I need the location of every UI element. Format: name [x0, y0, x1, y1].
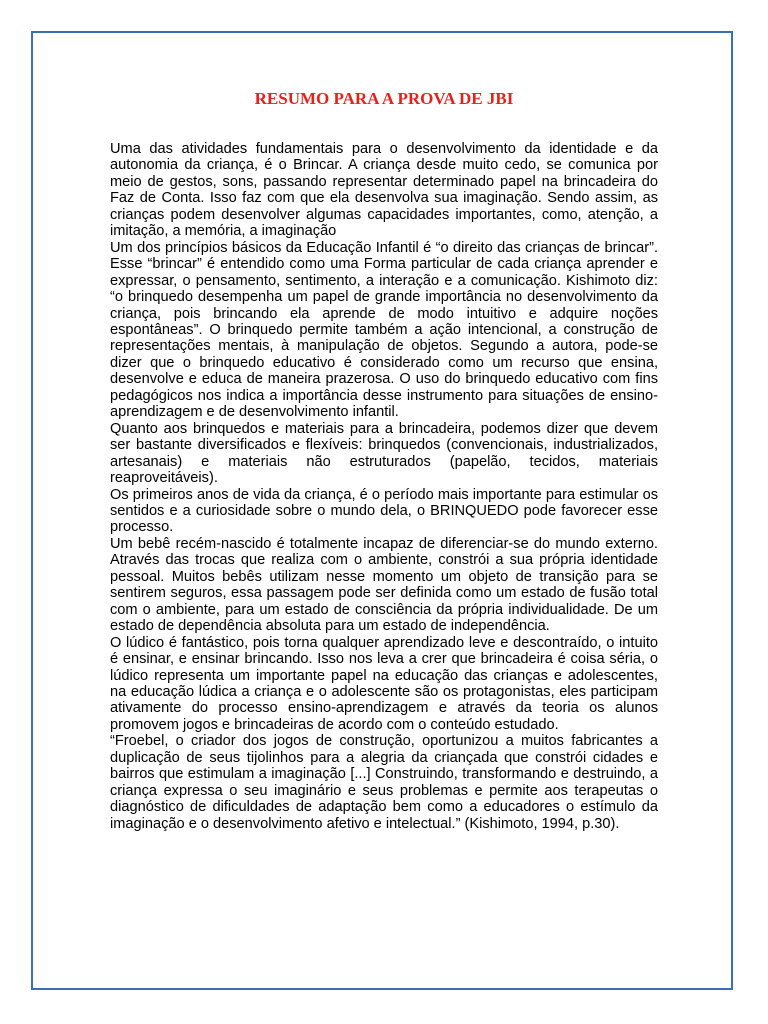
document-title: RESUMO PARA A PROVA DE JBI [254, 89, 514, 108]
document-body [110, 141, 658, 832]
paragraph-bebe: Um bebê recém-nascido é totalmente incapaz de diferenciar-se do mundo externo. Através das trocas que realiza com o ambiente, constrói a sua própria identidade pessoal. Muitos bebês utilizam nesse momento um objeto de transição para se sentirem seguros, essa passagem pode ser definida como um estado de fusão total com o ambiente, para um estado de consciência da própria individualidade. De um estado de dependência absoluta para um estado de independência. [110, 535, 658, 635]
paragraph-brinquedos-materiais: Quanto aos brinquedos e materiais para a brincadeira, podemos dizer que devem ser bastante diversificados e flexíveis: brinquedos (convencionais, industrializados, artesanais) e materiais não estruturados (papelão, tecidos, materiais reaproveitáveis). [110, 420, 658, 487]
paragraph-brincar: Uma das atividades fundamentais para o desenvolvimento da identidade e da autonomia da criança, é o Brincar. A criança desde muito cedo, se comunica por meio de gestos, sons, passando representar determinado papel na brincadeira do Faz de Conta. Isso faz com que ela desenvolva sua imaginação. Sendo assim, as crianças podem desenvolver algumas capacidades importantes, como, atenção, a imitação, a memória, a imaginação [110, 141, 658, 240]
paragraph-principios: Um dos princípios básicos da Educação Infantil é “o direito das crianças de brincar”. Esse “brincar” é entendido como uma Forma particular de cada criança aprender e expressar, o pensamento, sentimento, a interação e a comunicação. Kishimoto diz: “o brinquedo desempenha um papel de grande importância no desenvolvimento da criança, pois brincando ela aprende de modo intuitivo e adquire noções espontâneas”. O brinquedo permite também a ação intencional, a construção de representações mentais, à manipulação de objetos. Segundo a autora, pode-se dizer que o brinquedo educativo é considerado como um recurso que ensina, desenvolve e educa de maneira prazerosa. O uso do brinquedo educativo com fins pedagógicos nos indica a importância desse instrumento para situações de ensino-aprendizagem e de desenvolvimento infantil. [110, 239, 658, 421]
paragraph-ludico: O lúdico é fantástico, pois torna qualquer aprendizado leve e descontraído, o intuito é ensinar, e ensinar brincando. Isso nos leva a crer que brincadeira é coisa séria, o lúdico representa um importante papel na educação das crianças e adolescentes, na educação lúdica a criança e o adolescente são os protagonistas, eles participam ativamente do processo ensino-aprendizagem e através da teoria os alunos promovem jogos e brincadeiras de acordo com o conteúdo estudado. [110, 634, 658, 733]
paragraph-primeiros-anos: Os primeiros anos de vida da criança, é o período mais importante para estimular os sentidos e a curiosidade sobre o mundo dela, o BRINQUEDO pode favorecer esse processo. [110, 486, 658, 536]
paragraph-froebel-quote: “Froebel, o criador dos jogos de construção, oportunizou a muitos fabricantes a duplicação de seus tijolinhos para a alegria da criançada que constrói cidades e bairros que estimulam a imaginação [...] Construindo, transformando e destruindo, a criança expressa o seu imaginário e seus problemas e permite aos terapeutas o diagnóstico de dificuldades de adaptação bem como a educadores o estímulo da imaginação e o desenvolvimento afetivo e intelectual.” (Kishimoto, 1994, p.30). [110, 733, 658, 832]
